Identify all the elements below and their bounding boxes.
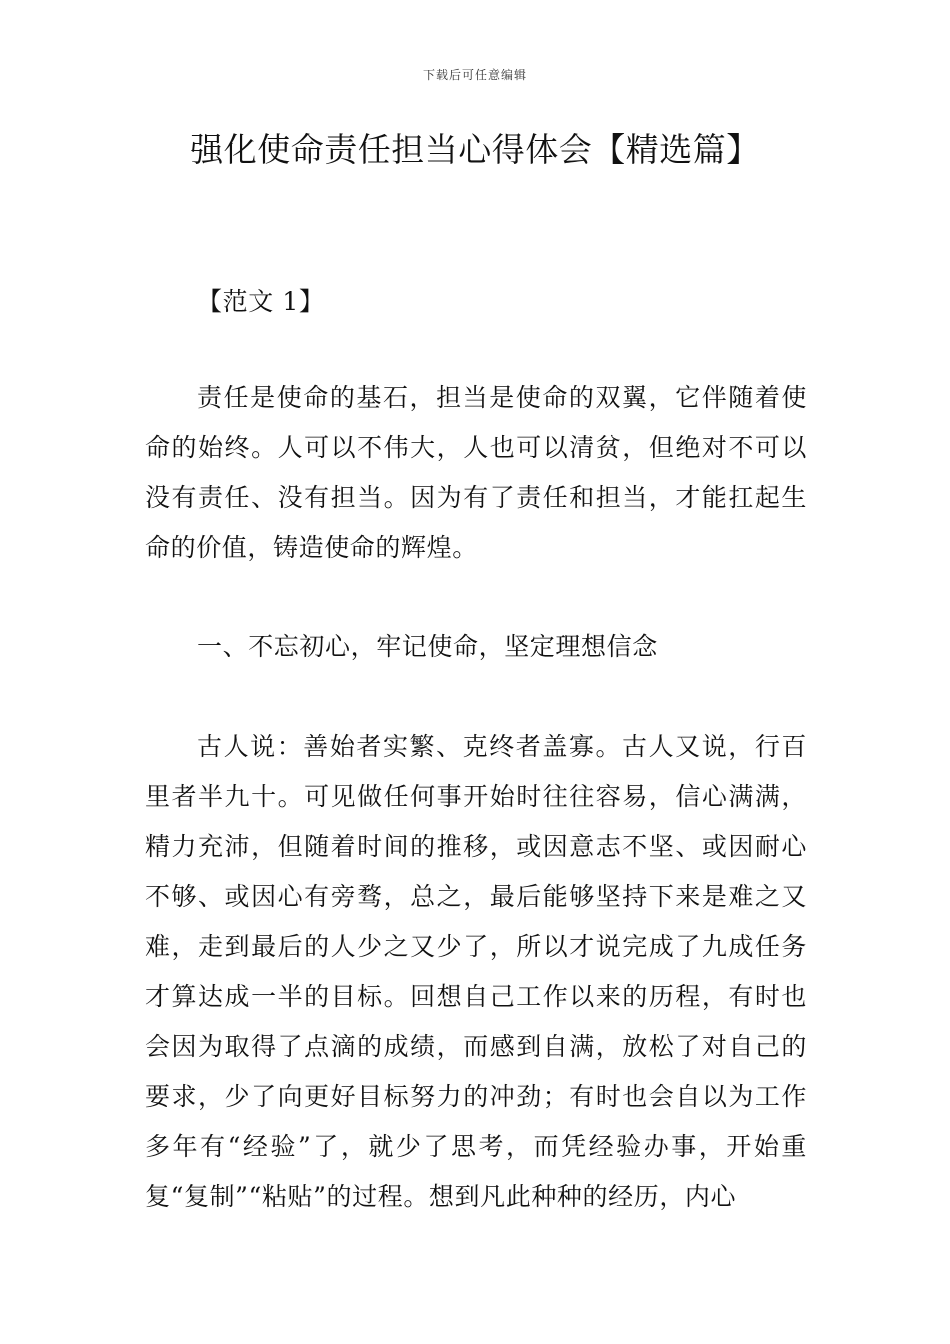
sample-label: 【范文 1】 — [197, 287, 325, 316]
section-heading: 一、不忘初心，牢记使命，坚定理想信念 — [197, 632, 658, 661]
intro-paragraph: 责任是使命的基石，担当是使命的双翼，它伴随着使命的始终。人可以不伟大，人也可以清贫，但绝对不可以没有责任、没有担当。因为有了责任和担当，才能扛起生命的价值，铸造使命的辉煌。 — [145, 383, 807, 562]
document-title: 强化使命责任担当心得体会【精选篇】 — [190, 130, 760, 169]
header-note: 下载后可任意编辑 — [422, 68, 527, 82]
section-paragraph: 古人说：善始者实繁、克终者盖寡。古人又说，行百里者半九十。可见做任何事开始时往往容易，信心满满，精力充沛，但随着时间的推移，或因意志不坚、或因耐心不够、或因心有旁骛，总之，最后能够坚持下来是难之又难，走到最后的人少之又少了，所以才说完成了九成任务才算达成一半的目标。回想自己工作以来的历程，有时也会因为取得了点滴的成绩，而感到自满，放松了对自己的要求，少了向更好目标努力的冲劲；有时也会自以为工作多年有“经验”了，就少了思考，而凭经验办事，开始重复“复制”“粘贴”的过程。想到凡此种种的经历，内心 — [145, 732, 807, 1211]
